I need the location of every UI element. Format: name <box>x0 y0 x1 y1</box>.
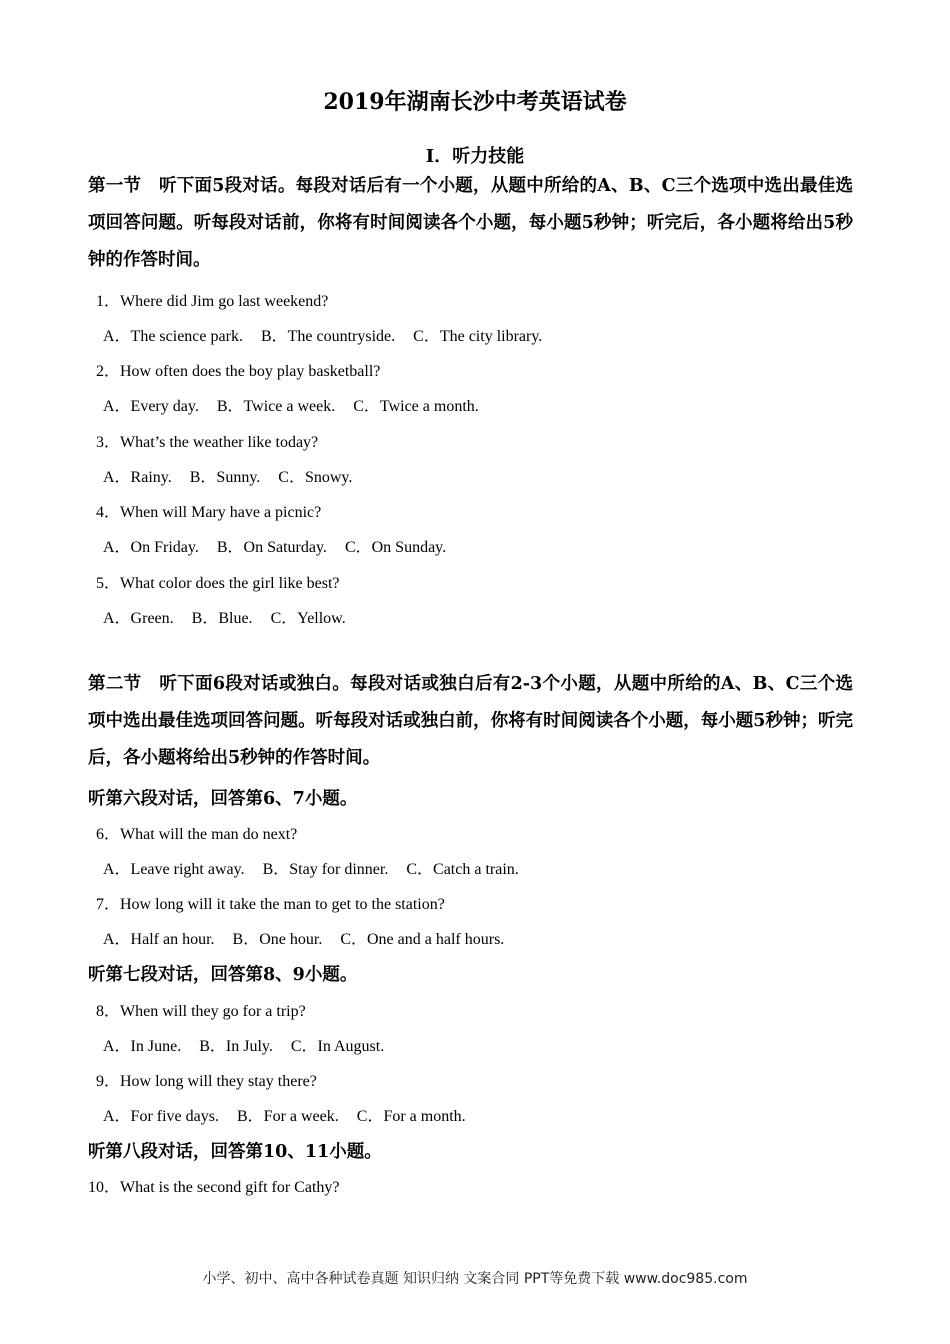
question-1: 1．Where did Jim go last weekend? <box>96 293 329 310</box>
option-b: B．The countryside. <box>260 328 396 345</box>
option-c: C．On Sunday. <box>344 539 447 556</box>
question-1-options <box>103 323 556 346</box>
option-c: C．Yellow. <box>270 610 346 627</box>
group-7-heading: 听第七段对话，回答第8、9小题。 <box>88 965 358 985</box>
group-8-heading: 听第八段对话，回答第10、11小题。 <box>88 1142 382 1162</box>
question-2-options <box>103 393 493 416</box>
option-a: A．Half an hour. <box>103 931 215 948</box>
option-a: A．Green. <box>103 610 174 627</box>
option-c: C．Snowy. <box>278 469 353 486</box>
option-a: A．On Friday. <box>103 539 199 556</box>
page-title: 2019年湖南长沙中考英语试卷 <box>323 89 627 115</box>
question-8-options <box>103 1033 398 1056</box>
group-6-heading: 听第六段对话，回答第6、7小题。 <box>88 789 358 809</box>
option-b: B．Sunny. <box>189 469 261 486</box>
option-c: C．For a month. <box>356 1108 466 1125</box>
question-9-options <box>103 1103 480 1126</box>
section1-intro: 第一节 听下面5段对话。每段对话后有一个小题，从题中所给的A、B、C三个选项中选出最佳选项回答问题。听每段对话前，你将有时间阅读各个小题，每小题5秒钟；听完后，各小题将给出5秒钟的作答时间。 <box>88 176 853 270</box>
option-b: B．In July. <box>199 1038 273 1055</box>
option-b: B．On Saturday. <box>216 539 327 556</box>
option-c: C．One and a half hours. <box>340 931 505 948</box>
question-4: 4．When will Mary have a picnic? <box>96 504 322 521</box>
question-8: 8．When will they go for a trip? <box>96 1003 306 1020</box>
question-4-options <box>103 534 460 557</box>
option-a: A．Rainy. <box>103 469 172 486</box>
option-c: C．Twice a month. <box>353 398 479 415</box>
section2-intro: 第二节 听下面6段对话或独白。每段对话或独白后有2-3个小题，从题中所给的A、B、C三个选项中选出最佳选项回答问题。听每段对话或独白前，你将有时间阅读各个小题，每小题5秒钟；听完后，各小题将给出5秒钟的作答时间。 <box>88 674 853 768</box>
question-10: 10．What is the second gift for Cathy? <box>88 1179 340 1196</box>
option-a: A．The science park. <box>103 328 243 345</box>
question-5: 5．What color does the girl like best? <box>96 575 340 592</box>
option-b: B．Twice a week. <box>216 398 336 415</box>
question-3-options <box>103 464 366 487</box>
option-b: B．One hour. <box>232 931 323 948</box>
page-footer: 小学、初中、高中各种试卷真题 知识归纳 文案合同 PPT等免费下载 www.doc985.com <box>202 1271 748 1287</box>
question-7-options <box>103 926 518 949</box>
question-5-options <box>103 605 360 628</box>
question-3: 3．What’s the weather like today? <box>96 434 319 451</box>
question-7: 7．How long will it take the man to get to the station? <box>96 896 445 913</box>
option-a: A．For five days. <box>103 1108 219 1125</box>
option-c: C．The city library. <box>413 328 543 345</box>
question-9: 9．How long will they stay there? <box>96 1073 317 1090</box>
question-6: 6．What will the man do next? <box>96 826 298 843</box>
option-a: A．Every day. <box>103 398 199 415</box>
option-b: B．Stay for dinner. <box>262 861 389 878</box>
option-b: B．Blue. <box>191 610 253 627</box>
option-b: B．For a week. <box>237 1108 339 1125</box>
option-c: C．In August. <box>290 1038 385 1055</box>
question-6-options <box>103 856 533 879</box>
question-2: 2．How often does the boy play basketball? <box>96 363 381 380</box>
option-a: A．Leave right away. <box>103 861 245 878</box>
option-c: C．Catch a train. <box>406 861 519 878</box>
part-heading: I．听力技能 <box>425 146 525 167</box>
option-a: A．In June. <box>103 1038 182 1055</box>
